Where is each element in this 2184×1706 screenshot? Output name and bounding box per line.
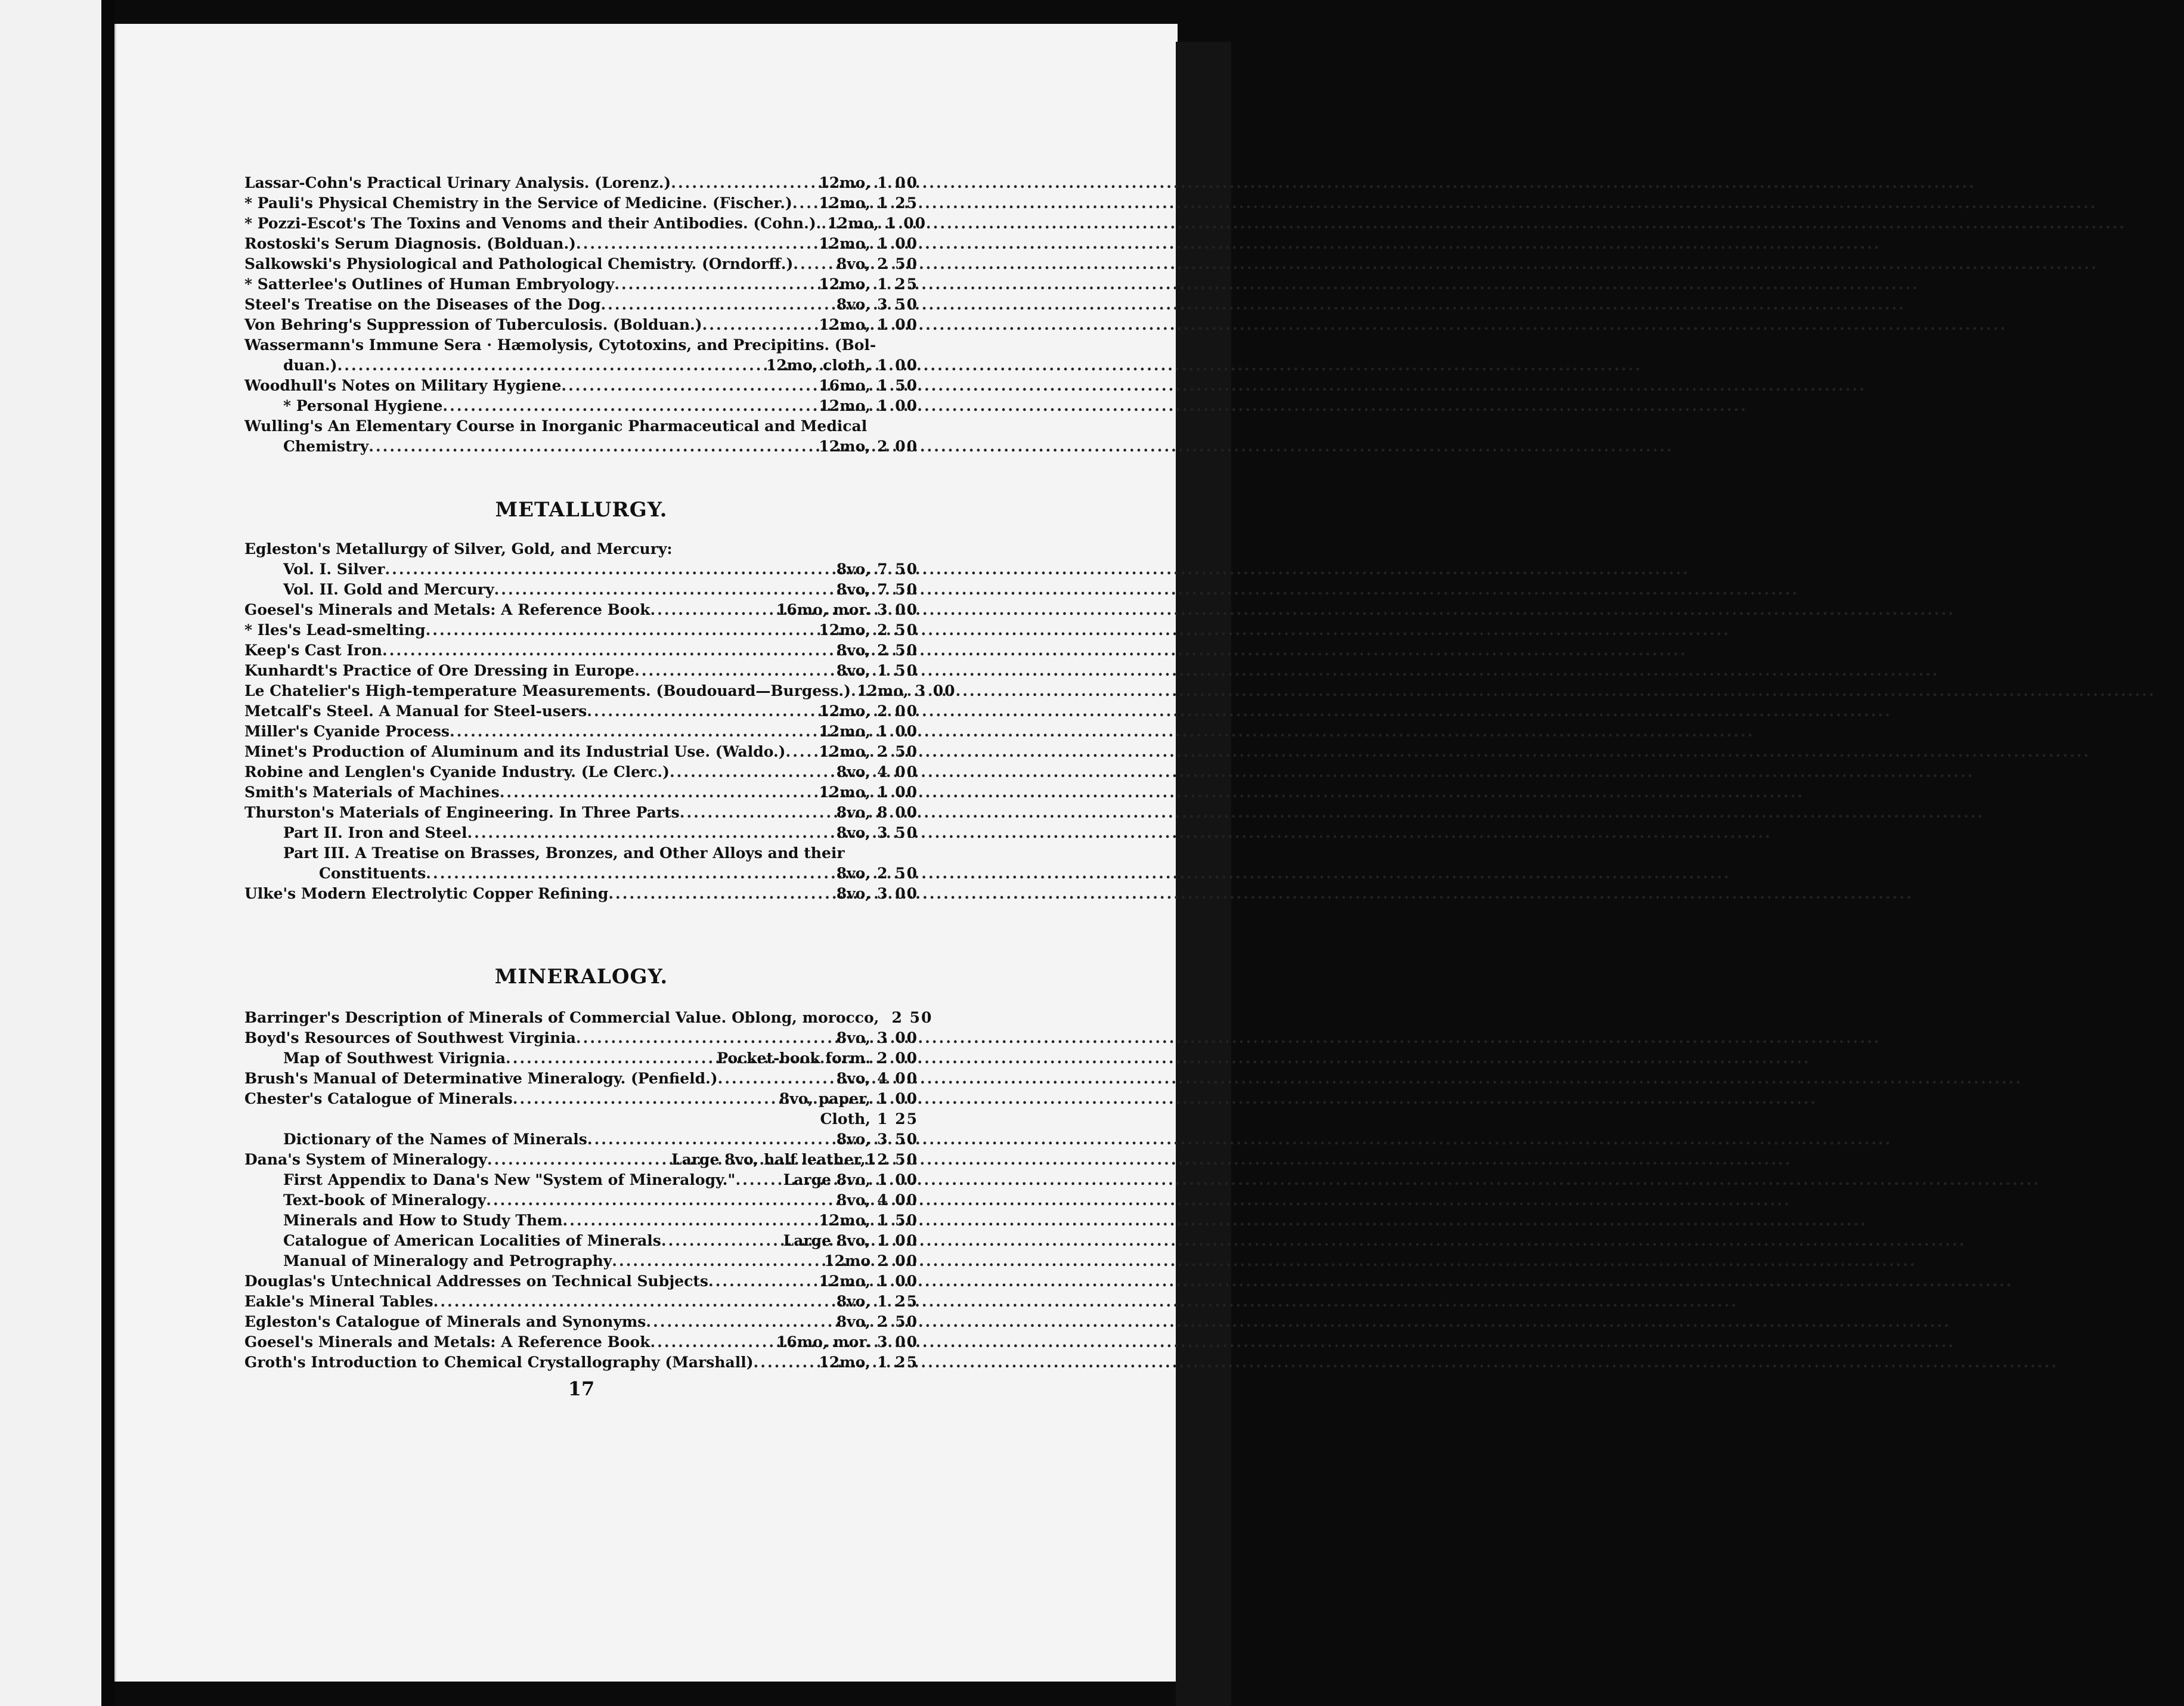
entry-format: Large 8vo, xyxy=(783,1171,870,1188)
entry-format: 8vo, xyxy=(836,255,870,273)
catalogue-list-medical xyxy=(244,173,927,457)
entry-price: 2 50 xyxy=(877,642,918,659)
leader-dots xyxy=(433,1292,837,1312)
leader-dots xyxy=(600,295,836,315)
catalogue-entry xyxy=(244,884,918,904)
leader-dots xyxy=(487,1150,671,1170)
entry-format: 8vo, xyxy=(836,865,870,882)
leader-dots xyxy=(718,1069,837,1089)
catalogue-entry xyxy=(244,620,918,640)
entry-price: 1 00 xyxy=(877,316,918,333)
catalogue-entry xyxy=(244,559,918,580)
catalogue-entry xyxy=(244,295,918,315)
entry-title: Barringer's Description of Minerals of Commercial Value. Oblong, morocco, xyxy=(244,1009,879,1026)
entry-price: 8 00 xyxy=(877,804,918,821)
entry-title: Egleston's Catalogue of Minerals and Synonyms xyxy=(244,1313,646,1330)
entry-format: 8vo, xyxy=(836,885,870,902)
entry-title: Boyd's Resources of Southwest Virginia xyxy=(244,1029,576,1046)
entry-format: 12mo, xyxy=(819,621,870,639)
entry-title: Miller's Cyanide Process xyxy=(244,723,450,740)
leader-dots xyxy=(494,580,837,600)
section-heading-mineralogy: MINERALOGY. xyxy=(494,965,668,989)
leader-dots xyxy=(587,1129,837,1150)
catalogue-entry xyxy=(244,600,918,620)
catalogue-entry xyxy=(244,640,918,661)
entry-title: Text-book of Mineralogy xyxy=(283,1191,487,1209)
entry-price: 1 25 xyxy=(877,275,918,293)
entry-price: 1 00 xyxy=(877,174,918,191)
entry-title: First Appendix to Dana's New "System of Mineralogy." xyxy=(283,1171,736,1188)
entry-price: 2 00 xyxy=(877,438,918,455)
leader-dots xyxy=(612,1251,824,1271)
entry-price: 2 00 xyxy=(877,1252,918,1270)
leader-dots xyxy=(792,193,819,213)
entry-format: 16mo, mor. xyxy=(776,601,870,618)
catalogue-entry xyxy=(244,1069,918,1089)
entry-price: 1 00 xyxy=(877,397,918,414)
leader-dots xyxy=(368,436,819,457)
entry-format: 12mo, xyxy=(819,235,870,252)
entry-title: Vol. I. Silver xyxy=(283,561,385,578)
leader-dots xyxy=(337,355,766,376)
entry-title: Keep's Cast Iron xyxy=(244,642,383,659)
entry-title: Part II. Iron and Steel xyxy=(283,824,467,841)
catalogue-entry xyxy=(244,254,918,274)
entry-price: 1 25 xyxy=(877,194,918,212)
entry-title: Douglas's Untechnical Addresses on Technical Subjects xyxy=(244,1272,709,1290)
entry-format: 8vo, xyxy=(836,763,870,781)
catalogue-entry xyxy=(244,1048,918,1069)
entry-title: Egleston's Metallurgy of Silver, Gold, and Mercury: xyxy=(244,540,673,558)
entry-price: 2 50 xyxy=(891,1009,933,1026)
entry-price: 2 50 xyxy=(877,743,918,760)
entry-format: 12mo, cloth, xyxy=(766,357,870,374)
entry-price: 1 00 xyxy=(877,723,918,740)
catalogue-entry xyxy=(244,742,918,762)
catalogue-list-metallurgy xyxy=(244,539,956,904)
entry-price: 4 00 xyxy=(877,763,918,781)
leader-dots xyxy=(576,234,819,254)
catalogue-entry xyxy=(244,863,918,884)
leader-dots xyxy=(650,600,776,620)
entry-format: 8vo, xyxy=(836,1293,870,1310)
catalogue-entry xyxy=(244,315,918,335)
entry-format: 12mo, xyxy=(819,702,870,720)
entry-format: 12mo, xyxy=(819,1272,870,1290)
leader-dots xyxy=(851,681,857,701)
leader-dots xyxy=(382,640,837,661)
entry-price: 7 50 xyxy=(877,561,918,578)
entry-title: Thurston's Materials of Engineering. In Three Parts xyxy=(244,804,680,821)
catalogue-entry xyxy=(244,416,918,436)
catalogue-entry xyxy=(244,722,918,742)
entry-format: 8vo, xyxy=(836,662,870,679)
leader-dots xyxy=(442,396,819,416)
entry-price: 1 00 xyxy=(877,784,918,801)
entry-price: 1 25 xyxy=(877,1293,918,1310)
catalogue-list-mineralogy xyxy=(244,1008,933,1373)
catalogue-entry xyxy=(244,1271,918,1292)
entry-format: 12mo, xyxy=(827,215,879,232)
catalogue-entry xyxy=(244,782,918,803)
entry-price: 1 00 xyxy=(885,215,927,232)
entry-title: Constituents xyxy=(319,865,426,882)
entry-title: Le Chatelier's High-temperature Measurements. (Boudouard—Burgess.) xyxy=(244,682,851,699)
leader-dots xyxy=(513,1089,779,1109)
catalogue-entry xyxy=(244,1129,918,1150)
entry-format: Large 8vo, half leather, xyxy=(671,1151,866,1168)
entry-title: * Satterlee's Outlines of Human Embryology xyxy=(244,275,615,293)
catalogue-entry xyxy=(244,1109,918,1129)
leader-dots xyxy=(587,701,819,722)
entry-title: Map of Southwest Virignia xyxy=(283,1049,506,1067)
entry-title: Groth's Introduction to Chemical Crystallography (Marshall) xyxy=(244,1354,754,1371)
catalogue-entry xyxy=(244,376,918,396)
leader-dots xyxy=(708,1271,819,1292)
catalogue-entry xyxy=(244,1352,918,1373)
entry-title: Wulling's An Elementary Course in Inorganic Pharmaceutical and Medical xyxy=(244,417,868,435)
catalogue-entry xyxy=(244,436,918,457)
entry-format: 12mo, xyxy=(819,275,870,293)
entry-format: 12mo, xyxy=(856,682,909,699)
catalogue-entry xyxy=(244,701,918,722)
entry-format: 8vo, xyxy=(836,1131,870,1148)
catalogue-entry xyxy=(244,1008,933,1028)
entry-price: 3 50 xyxy=(877,296,918,313)
catalogue-entry xyxy=(244,1170,918,1190)
entry-title: Robine and Lenglen's Cyanide Industry. (Le Clerc.) xyxy=(244,763,670,781)
entry-format: 8vo, xyxy=(836,1191,870,1209)
entry-format: 8vo, xyxy=(836,824,870,841)
entry-format: 12mo, xyxy=(819,723,870,740)
page-number: 17 xyxy=(568,1377,595,1400)
entry-title: duan.) xyxy=(283,357,337,374)
entry-price: 2 00 xyxy=(877,1049,918,1067)
entry-title: Goesel's Minerals and Metals: A Reference Book xyxy=(244,1333,650,1351)
leader-dots xyxy=(500,782,819,803)
entry-title: Catalogue of American Localities of Minerals xyxy=(283,1232,661,1249)
leader-dots xyxy=(661,1231,783,1251)
leader-dots xyxy=(821,213,827,234)
entry-format: Cloth, xyxy=(820,1110,870,1128)
entry-price: 3 00 xyxy=(915,682,956,699)
entry-format: Large 8vo, xyxy=(783,1232,870,1249)
entry-title: Part III. A Treatise on Brasses, Bronzes, and Other Alloys and their xyxy=(283,844,845,862)
catalogue-entry xyxy=(244,1292,918,1312)
entry-title: Dictionary of the Names of Minerals xyxy=(283,1131,587,1148)
entry-price: 4 00 xyxy=(877,1070,918,1087)
entry-title: Minerals and How to Study Them xyxy=(283,1212,563,1229)
entry-price: 1 00 xyxy=(877,1090,918,1107)
catalogue-entry xyxy=(244,1190,918,1210)
catalogue-entry xyxy=(244,1150,918,1170)
entry-title: Lassar-Cohn's Practical Urinary Analysis. (Lorenz.) xyxy=(244,174,671,191)
leader-dots xyxy=(506,1048,717,1069)
entry-title: Wassermann's Immune Sera · Hæmolysis, Cytotoxins, and Precipitins. (Bol- xyxy=(244,336,876,354)
catalogue-entry xyxy=(244,843,918,863)
leader-dots xyxy=(614,274,819,295)
entry-title: Steel's Treatise on the Diseases of the Dog xyxy=(244,296,601,313)
entry-title: Goesel's Minerals and Metals: A Reference Book xyxy=(244,601,650,618)
catalogue-entry xyxy=(244,274,918,295)
entry-price: 3 00 xyxy=(877,1333,918,1351)
entry-price: 4 00 xyxy=(877,1191,918,1209)
entry-format: 16mo, xyxy=(819,377,870,394)
entry-format: 12mo, xyxy=(819,316,870,333)
entry-title: Minet's Production of Aluminum and its Industrial Use. (Waldo.) xyxy=(244,743,786,760)
entry-price: 1 00 xyxy=(877,1171,918,1188)
catalogue-entry xyxy=(244,1028,918,1048)
leader-dots xyxy=(634,661,837,681)
entry-format: 12mo, xyxy=(819,1212,870,1229)
entry-title: Chemistry xyxy=(283,438,369,455)
entry-title: Metcalf's Steel. A Manual for Steel-users xyxy=(244,702,587,720)
leader-dots xyxy=(650,1332,776,1352)
leader-dots xyxy=(671,173,819,193)
entry-price: 1 00 xyxy=(877,235,918,252)
book-spine xyxy=(101,0,114,1706)
entry-format: 8vo, xyxy=(836,642,870,659)
entry-price: 3 00 xyxy=(877,601,918,618)
entry-price: 12 50 xyxy=(865,1151,918,1168)
entry-price: 1 50 xyxy=(877,662,918,679)
left-margin xyxy=(0,0,101,1706)
entry-price: 2 50 xyxy=(877,621,918,639)
entry-format: 12mo, xyxy=(819,743,870,760)
entry-title: * Pauli's Physical Chemistry in the Service of Medicine. (Fischer.) xyxy=(244,194,792,212)
entry-title: Dana's System of Mineralogy xyxy=(244,1151,487,1168)
entry-format: Pocket-book form. xyxy=(717,1049,870,1067)
leader-dots xyxy=(563,1210,819,1231)
leader-dots xyxy=(385,559,836,580)
catalogue-entry xyxy=(244,580,918,600)
entry-title: Ulke's Modern Electrolytic Copper Refining xyxy=(244,885,609,902)
entry-price: 2 50 xyxy=(877,1313,918,1330)
catalogue-entry xyxy=(244,234,918,254)
catalogue-entry xyxy=(244,173,918,193)
entry-price: 1 50 xyxy=(877,1212,918,1229)
entry-price: 1 25 xyxy=(877,1110,918,1128)
entry-format: 12mo, xyxy=(819,1354,870,1371)
catalogue-entry xyxy=(244,193,918,213)
leader-dots xyxy=(702,315,819,335)
entry-price: 7 50 xyxy=(877,581,918,598)
entry-format: 8vo, xyxy=(836,296,870,313)
entry-title: Vol. II. Gold and Mercury xyxy=(283,581,494,598)
entry-format: 8vo, xyxy=(836,561,870,578)
catalogue-entry xyxy=(244,355,918,376)
leader-dots xyxy=(426,620,819,640)
entry-price: 1 50 xyxy=(877,377,918,394)
leader-dots xyxy=(486,1190,836,1210)
leader-dots xyxy=(576,1028,837,1048)
entry-title: Chester's Catalogue of Minerals xyxy=(244,1090,513,1107)
catalogue-entry xyxy=(244,762,918,782)
leader-dots xyxy=(561,376,819,396)
catalogue-entry xyxy=(244,1210,918,1231)
entry-title: Kunhardt's Practice of Ore Dressing in Europe xyxy=(244,662,635,679)
leader-dots xyxy=(793,254,836,274)
entry-price: 1 00 xyxy=(877,1232,918,1249)
entry-title: Woodhull's Notes on Military Hygiene xyxy=(244,377,562,394)
leader-dots xyxy=(754,1352,819,1373)
catalogue-entry xyxy=(244,661,918,681)
leader-dots xyxy=(680,803,837,823)
entry-price: 1 00 xyxy=(877,1272,918,1290)
entry-format: 8vo, xyxy=(836,804,870,821)
catalogue-entry xyxy=(244,1332,918,1352)
entry-title: * Pozzi-Escot's The Toxins and Venoms and their Antibodies. (Cohn.). xyxy=(244,215,822,232)
entry-format: 8vo, paper, xyxy=(779,1090,870,1107)
entry-format: 8vo, xyxy=(836,1313,870,1330)
entry-price: 2 00 xyxy=(877,702,918,720)
catalogue-entry xyxy=(244,396,918,416)
leader-dots xyxy=(608,884,836,904)
entry-price: 2 50 xyxy=(877,865,918,882)
catalogue-entry xyxy=(244,1312,918,1332)
entry-price: 3 50 xyxy=(877,1131,918,1148)
entry-title: * Personal Hygiene xyxy=(283,397,443,414)
entry-title: Von Behring's Suppression of Tuberculosis. (Bolduan.) xyxy=(244,316,702,333)
entry-format: 12mo xyxy=(824,1252,870,1270)
entry-format: 12mo, xyxy=(819,397,870,414)
catalogue-entry xyxy=(244,539,918,559)
entry-title: Brush's Manual of Determinative Mineralogy. (Penfield.) xyxy=(244,1070,718,1087)
entry-price: 3 00 xyxy=(877,885,918,902)
leader-dots xyxy=(467,823,836,843)
catalogue-entry xyxy=(244,1231,918,1251)
leader-dots xyxy=(735,1170,783,1190)
entry-format: 8vo, xyxy=(836,1070,870,1087)
catalogue-entry xyxy=(244,823,918,843)
entry-format: 8vo, xyxy=(836,581,870,598)
entry-price: 2 50 xyxy=(877,255,918,273)
entry-price: 1 25 xyxy=(877,1354,918,1371)
leader-dots xyxy=(426,863,836,884)
leader-dots xyxy=(450,722,819,742)
entry-format: 12mo, xyxy=(819,174,870,191)
catalogue-entry xyxy=(244,213,927,234)
catalogue-entry xyxy=(244,1251,918,1271)
entry-format: 12mo, xyxy=(819,784,870,801)
catalogue-entry xyxy=(244,335,918,355)
leader-dots xyxy=(785,742,819,762)
entry-title: Manual of Mineralogy and Petrography xyxy=(283,1252,612,1270)
entry-title: Salkowski's Physiological and Pathological Chemistry. (Orndorff.) xyxy=(244,255,794,273)
leader-dots xyxy=(670,762,837,782)
entry-price: 3 00 xyxy=(877,1029,918,1046)
catalogue-entry xyxy=(244,1089,918,1109)
catalogue-entry xyxy=(244,803,918,823)
entry-format: 12mo, xyxy=(819,194,870,212)
leader-dots xyxy=(646,1312,836,1332)
entry-price: 3 50 xyxy=(877,824,918,841)
section-heading-metallurgy: METALLURGY. xyxy=(495,498,668,522)
entry-title: * Iles's Lead-smelting xyxy=(244,621,426,639)
entry-format: 8vo, xyxy=(836,1029,870,1046)
entry-title: Smith's Materials of Machines xyxy=(244,784,500,801)
entry-title: Rostoski's Serum Diagnosis. (Bolduan.) xyxy=(244,235,576,252)
entry-price: 1 00 xyxy=(877,357,918,374)
entry-format: 16mo, mor. xyxy=(776,1333,870,1351)
entry-title: Eakle's Mineral Tables xyxy=(244,1293,433,1310)
catalogue-entry xyxy=(244,681,956,701)
entry-format: 12mo, xyxy=(819,438,870,455)
